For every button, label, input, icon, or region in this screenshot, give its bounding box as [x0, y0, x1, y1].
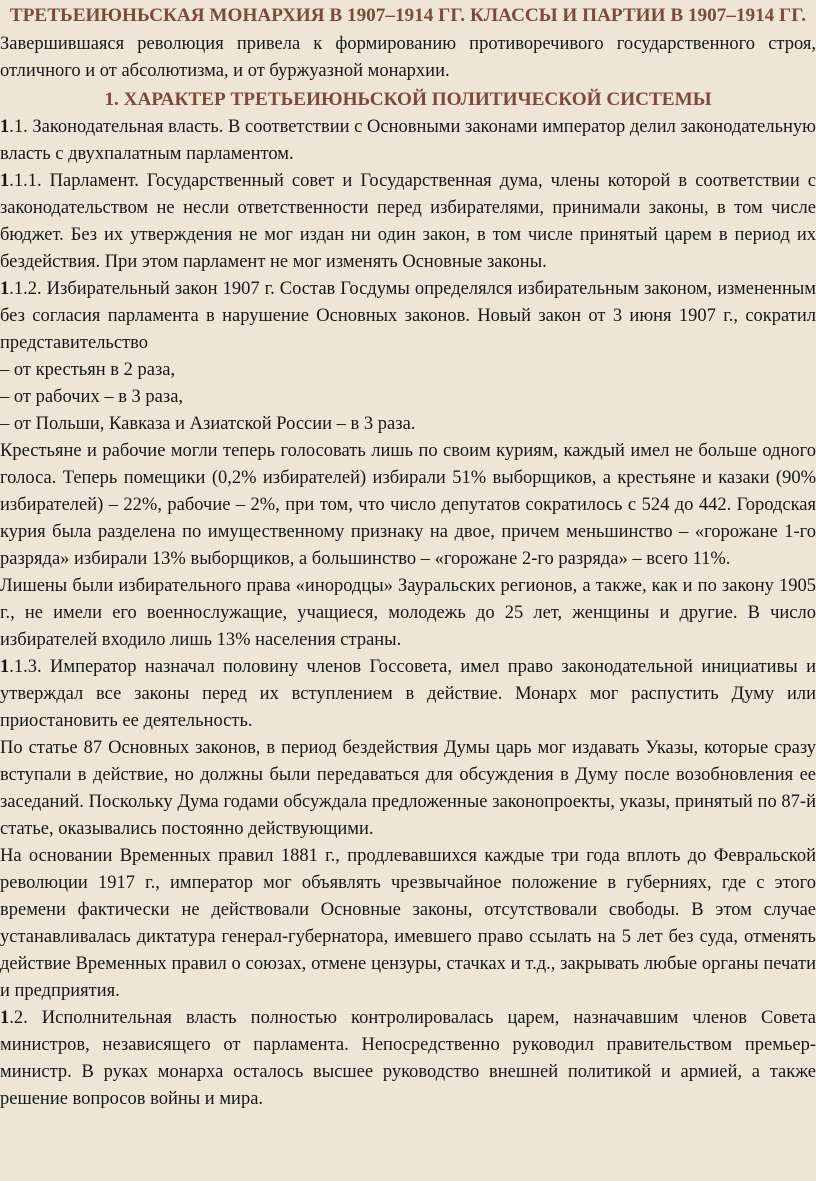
paragraph-election-law	[0, 276, 816, 357]
paragraph-emperor	[0, 654, 816, 735]
paragraph-number: 1	[0, 171, 10, 191]
section-heading: 1. ХАРАКТЕР ТРЕТЬЕИЮНЬСКОЙ ПОЛИТИЧЕСКОЙ СИСТЕМЫ	[104, 89, 712, 110]
list-item: – от рабочих – в 3 раза,	[0, 387, 184, 407]
paragraph-number: 1	[0, 279, 10, 299]
list-item: – от Польши, Кавказа и Азиатской России – в 3 раза.	[0, 414, 416, 434]
document-title: ТРЕТЬЕИЮНЬСКАЯ МОНАРХИЯ В 1907–1914 ГГ. КЛАССЫ И ПАРТИИ В 1907–1914 ГГ.	[9, 5, 807, 26]
paragraph-curia: Крестьяне и рабочие могли теперь голосовать лишь по своим куриям, каждый имел не больше одного голоса. Теперь помещики (0,2% избирателей) избирали 51% выборщиков, а крестьяне и казаки (90% избирателей) – 22%, рабочие – 2%, при том, что число депутатов сократилось с 524 до 442. Городская курия была разделена по имущественному признаку на двое, причем меньшинство – «горожане 1-го разряда» избирали 13% выборщиков, а большинство – «горожане 2-го разряда» – всего 11%.	[0, 441, 816, 569]
paragraph-number: 1	[0, 657, 10, 677]
list-item: – от крестьян в 2 раза,	[0, 360, 176, 380]
paragraph-article-87: По статье 87 Основных законов, в период бездействия Думы царь мог издавать Указы, которые сразу вступали в действие, но должны были передаваться для обсуждения в Думу после возобновления ее заседаний. Поскольку Дума годами обсуждала предложенные законопроекты, указы, принятый по 87-й статье, оказывались постоянно действующими.	[0, 738, 816, 839]
paragraph-legislative	[0, 114, 816, 168]
paragraph-text: .1.1. Парламент. Государственный совет и Государственная дума, члены которой в соответствии с законодательством не несли ответственности перед избирателями, принимали законы, в том числе бюджет. Без их утверждения не мог издан ни один закон, в том числе принятый царем в период их бездействия. При этом парламент не мог изменять Основные законы.	[0, 171, 816, 272]
paragraph-temporary-rules: На основании Временных правил 1881 г., продлевавшихся каждые три года вплоть до Февральской революции 1917 г., император мог объявлять чрезвычайное положение в губерниях, где с этого времени фактически не действовали Основные законы, отсутствовали свободы. В этом случае устанавливалась диктатура генерал-губернатора, имевшего право ссылать на 5 лет без суда, отменять действие Временных правил о союзах, отмене цензуры, стачках и т.д., закрывать любые органы печати и предприятия.	[0, 846, 816, 1001]
paragraph-text: .1.2. Избирательный закон 1907 г. Состав Госдумы определялся избирательным законом, измененным без согласия парламента в нарушение Основных законов. Новый закон от 3 июня 1907 г., сократил представительство	[0, 279, 816, 353]
paragraph-text: .1.3. Император назначал половину членов Госсовета, имел право законодательной инициативы и утверждал все законы перед их вступлением в действие. Монарх мог распустить Думу или приостановить ее деятельность.	[0, 657, 816, 731]
paragraph-executive	[0, 1005, 816, 1113]
paragraph-text: .2. Исполнительная власть полностью контролировалась царем, назначавшим членов Совета министров, независящего от парламента. Непосредственно руководил правительством премьер-министр. В руках монарха осталось высшее руководство внешней политикой и армией, а также решение вопросов войны и мира.	[0, 1008, 816, 1109]
intro-paragraph: Завершившаяся революция привела к формированию противоречивого государственного строя, отличного и от абсолютизма, и от буржуазной монархии.	[0, 34, 816, 81]
paragraph-disenfranchised: Лишены были избирательного права «инородцы» Зауральских регионов, а также, как и по закону 1905 г., не имели его военнослужащие, учащиеся, молодежь до 25 лет, женщины и другие. В число избирателей входило лишь 13% населения страны.	[0, 576, 816, 650]
paragraph-number: 1	[0, 117, 10, 137]
paragraph-text: .1. Законодательная власть. В соответствии с Основными законами император делил законодательную власть с двухпалатным парламентом.	[0, 117, 816, 164]
paragraph-parliament	[0, 168, 816, 276]
paragraph-number: 1	[0, 1008, 10, 1028]
